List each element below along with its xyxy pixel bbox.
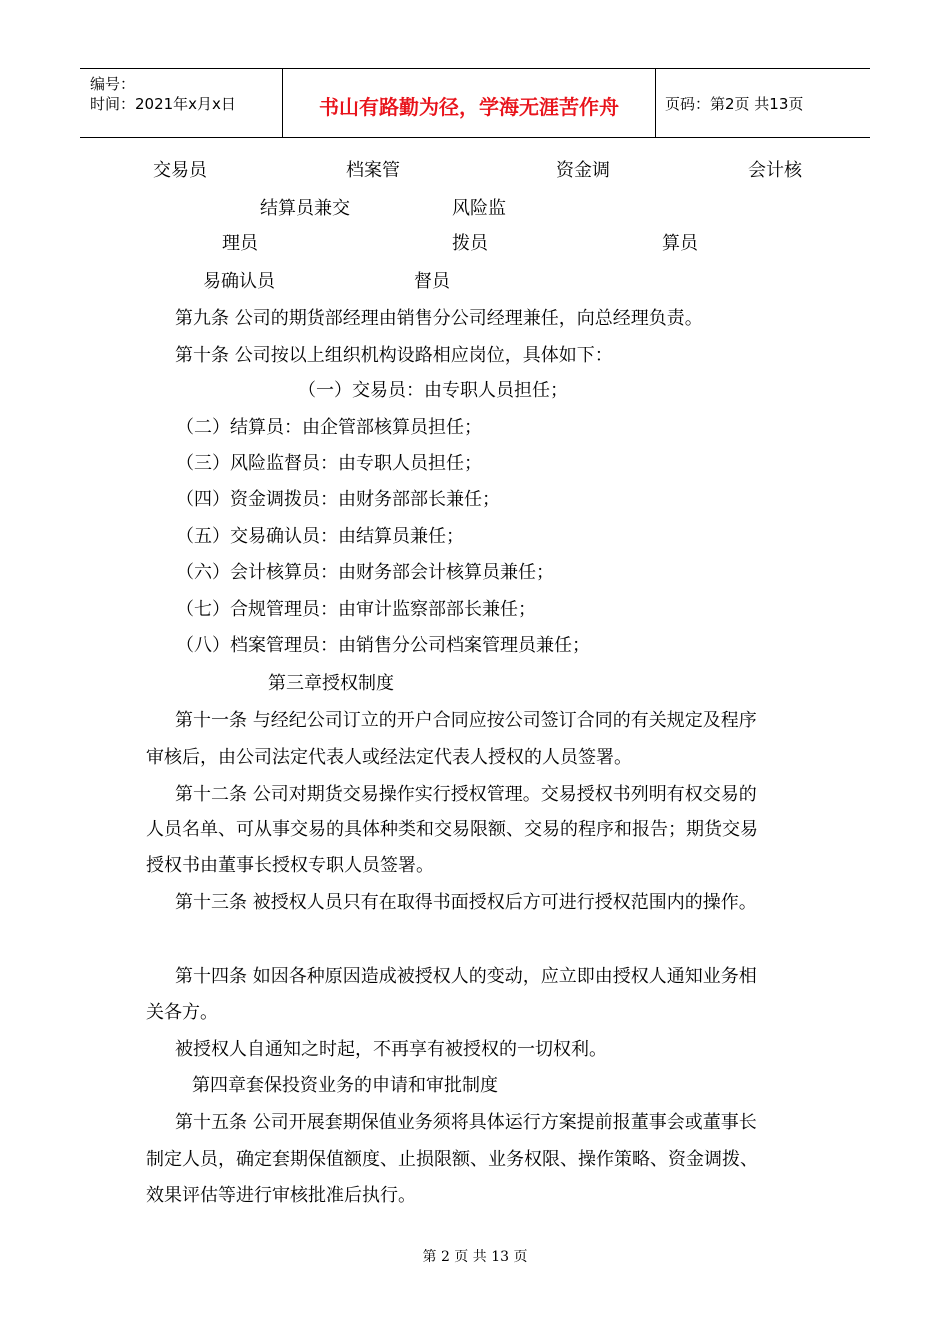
article-12: 第十二条 公司对期货交易操作实行授权管理。交易授权书列明有权交易的 (175, 784, 757, 805)
article-14: 第十四条 如因各种原因造成被授权人的变动，应立即由授权人通知业务相 (175, 966, 757, 987)
org-box-label: 资金调 (556, 160, 610, 181)
page-header (80, 68, 870, 138)
paragraph-line: 制定人员，确定套期保值额度、止损限额、业务权限、操作策略、资金调拨、 (146, 1149, 758, 1170)
org-box-label: 结算员兼交 (260, 198, 350, 219)
header-divider (655, 69, 656, 137)
article-10: 第十条 公司按以上组织机构设路相应岗位，具体如下： (175, 345, 613, 366)
header-motto: 书山有路勤为径，学海无涯苦作舟 (319, 95, 619, 119)
role-item: （六）会计核算员：由财务部会计核算员兼任； (176, 562, 554, 583)
paragraph-line: 被授权人自通知之时起，不再享有被授权的一切权利。 (175, 1039, 607, 1060)
org-box-label: 易确认员 (203, 271, 275, 292)
role-item: （二）结算员：由企管部核算员担任； (176, 417, 482, 438)
chapter-heading: 第三章授权制度 (268, 673, 394, 694)
org-box-label: 会计核 (748, 160, 802, 181)
paragraph-line: 审核后，由公司法定代表人或经法定代表人授权的人员签署。 (146, 747, 632, 768)
paragraph-line: 关各方。 (146, 1002, 218, 1023)
paragraph-line: 授权书由董事长授权专职人员签署。 (146, 855, 434, 876)
article-11: 第十一条 与经纪公司订立的开户合同应按公司签订合同的有关规定及程序 (175, 710, 757, 731)
header-page-label: 页码：第2页 共13页 (665, 95, 804, 113)
org-box-label: 交易员 (153, 160, 207, 181)
org-box-label: 督员 (414, 271, 450, 292)
paragraph-line: 效果评估等进行审核批准后执行。 (146, 1185, 416, 1206)
role-item: （一）交易员：由专职人员担任； (298, 380, 568, 401)
article-13: 第十三条 被授权人员只有在取得书面授权后方可进行授权范围内的操作。 (175, 892, 757, 913)
article-15: 第十五条 公司开展套期保值业务须将具体运行方案提前报董事会或董事长 (175, 1112, 757, 1133)
role-item: （八）档案管理员：由销售分公司档案管理员兼任； (176, 635, 590, 656)
page-footer: 第 2 页 共 13 页 (422, 1249, 528, 1265)
org-box-label: 理员 (222, 233, 258, 254)
org-box-label: 算员 (662, 233, 698, 254)
org-box-label: 档案管 (346, 160, 400, 181)
org-box-label: 拨员 (452, 233, 488, 254)
role-item: （四）资金调拨员：由财务部部长兼任； (176, 489, 500, 510)
article-9: 第九条 公司的期货部经理由销售分公司经理兼任，向总经理负责。 (175, 308, 703, 329)
role-item: （七）合规管理员：由审计监察部部长兼任； (176, 599, 536, 620)
chapter-heading: 第四章套保投资业务的申请和审批制度 (192, 1075, 498, 1096)
role-item: （五）交易确认员：由结算员兼任； (176, 526, 464, 547)
document-number-label: 编号： (90, 75, 136, 93)
role-item: （三）风险监督员：由专职人员担任； (176, 453, 482, 474)
paragraph-line: 人员名单、可从事交易的具体种类和交易限额、交易的程序和报告；期货交易 (146, 819, 758, 840)
org-box-label: 风险监 (452, 198, 506, 219)
document-time-label: 时间：2021年x月x日 (90, 95, 236, 113)
